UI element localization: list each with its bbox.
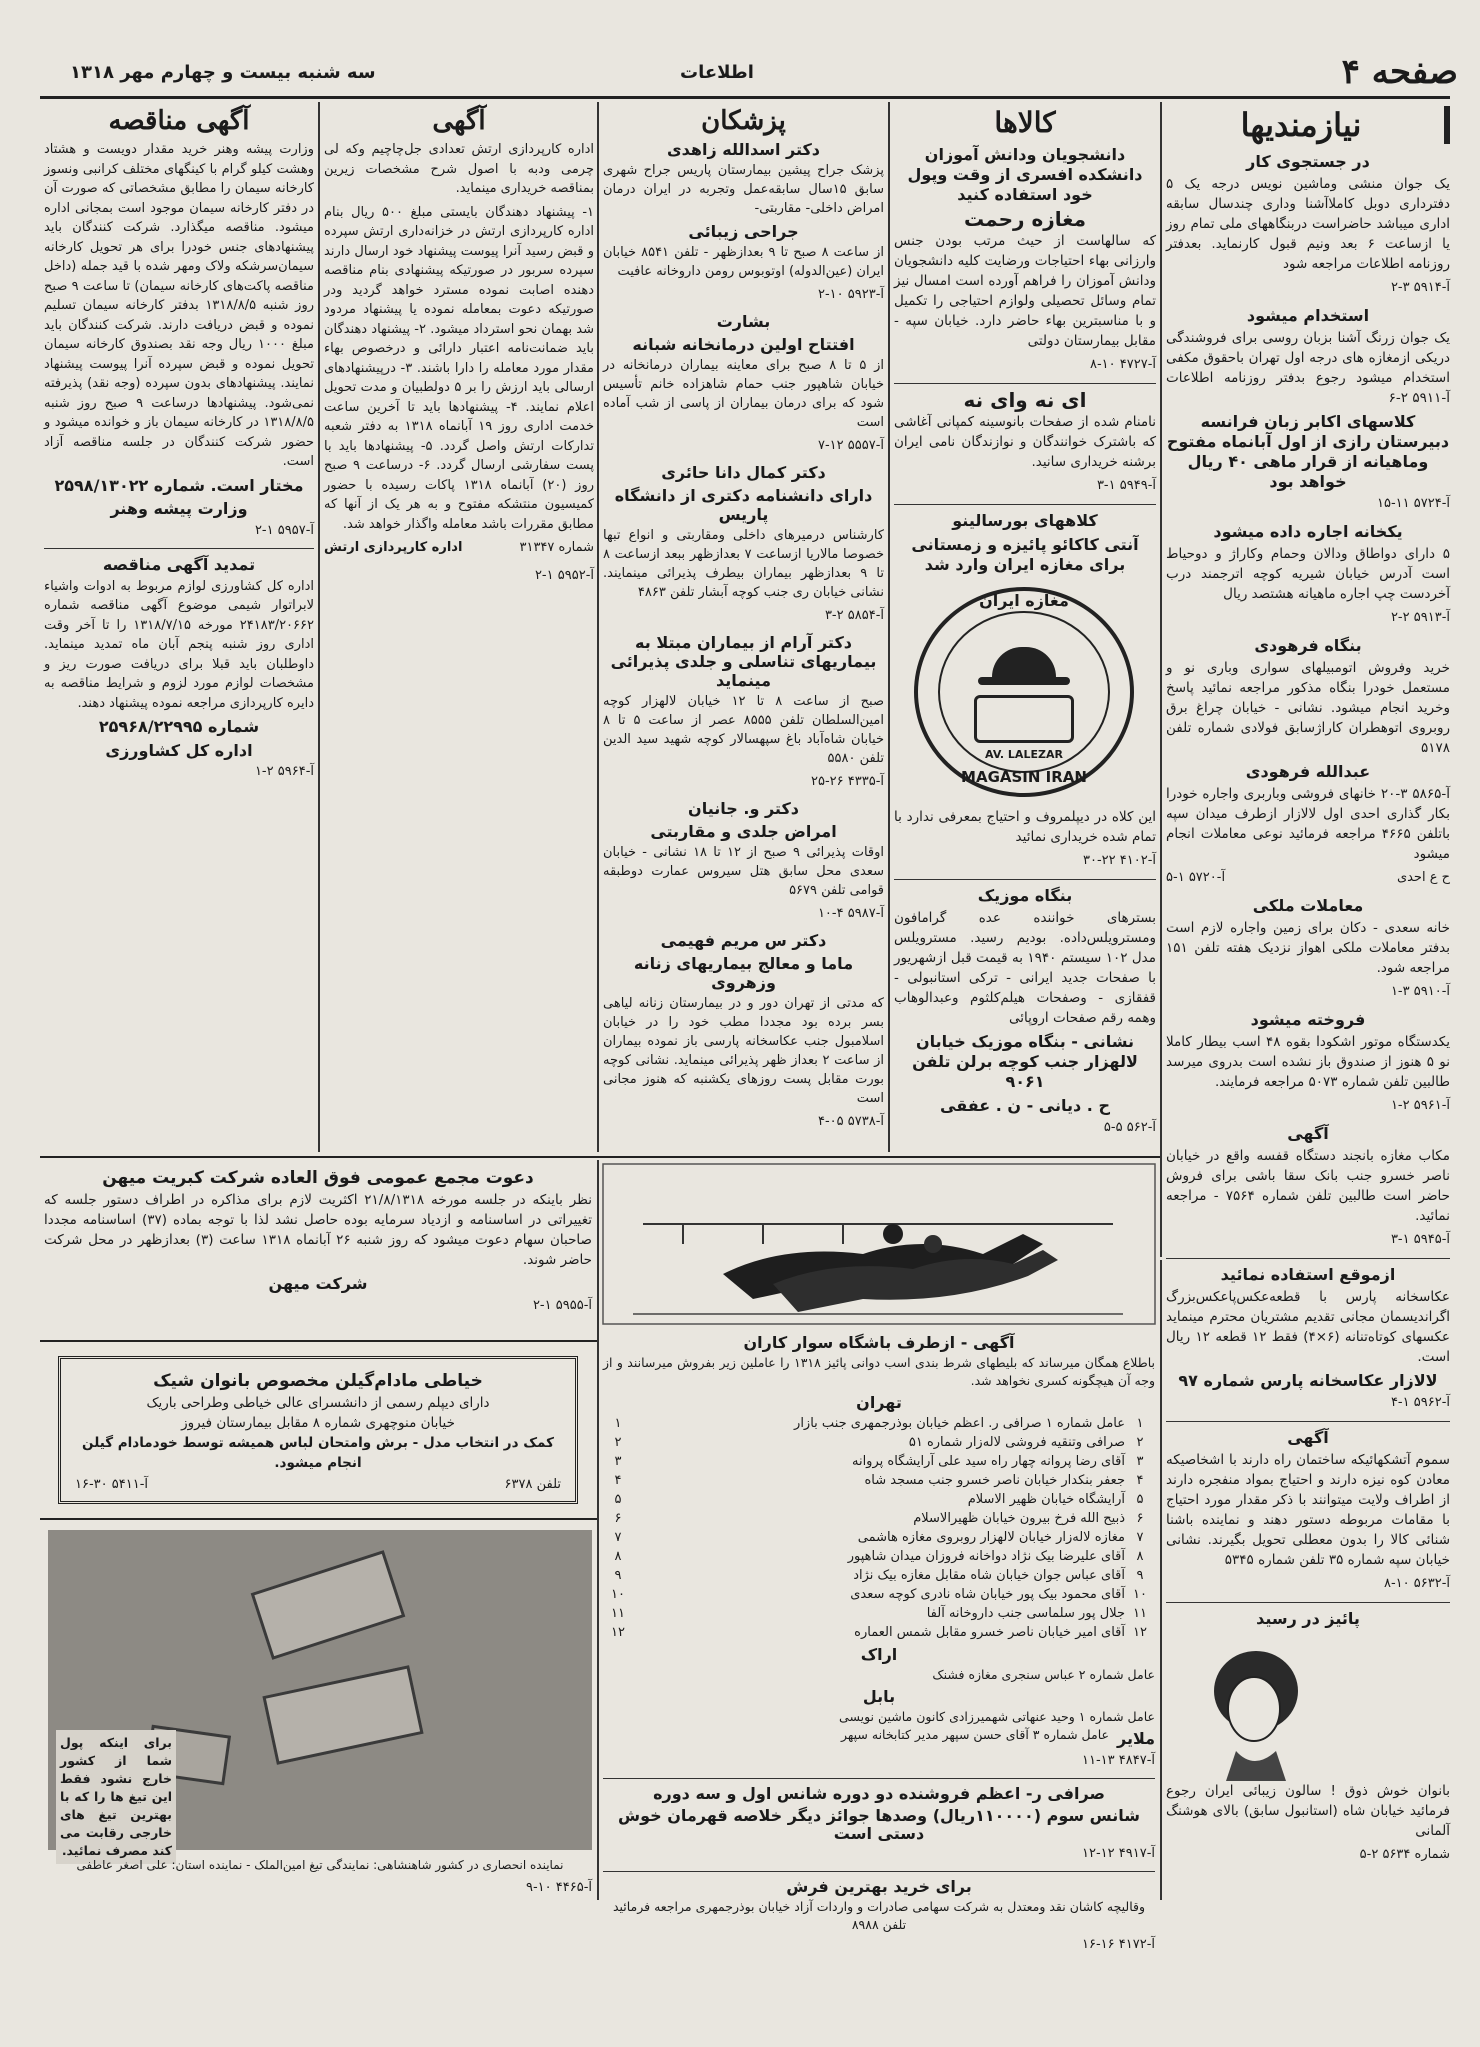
- army-notice-column: [324, 106, 594, 1151]
- agent-number: ۶: [614, 1511, 622, 1526]
- lottery-notice: [603, 1330, 1156, 1952]
- classes-heading: کلاسهای اکابر زبان فرانسه دبیرستان رازی از اول آبانماه مفتوح وماهیانه از قرار ماهی ۴۰ ریال خواهد بود: [1166, 412, 1450, 491]
- lottery-agent-row: [603, 1509, 1155, 1528]
- stamp-bottom-text: MAGASIN IRAN: [961, 768, 1087, 786]
- doctor5-spec: امراض جلدی و مقاربتی: [650, 822, 837, 841]
- lottery-agent-row: [603, 1604, 1155, 1623]
- extension-sig: اداره کل کشاورزی: [105, 740, 253, 760]
- agency2-heading: عبدالله فرهودی: [1245, 762, 1371, 781]
- sale-heading: فروخته میشود: [1250, 1010, 1366, 1029]
- tender-title: آگهی مناقصه: [108, 106, 250, 136]
- notice2-text: سموم آتشکهائیکه ساختمان راه دارند با اشخاصیکه معادن کوه نیزه دارند و احتیاج بمواد منفجره دارند از اطراف ولایت میتوانند با ذکر مقدار مورد احتیاج با مقامات مربوطه دستور دهند و نماینده باشنا شنائی کالا را بدون معطلی تحویل بگیرند. نشانی خیابان سپه شماره ۳۵ تلفن شماره ۵۳۴۵: [1166, 1452, 1450, 1568]
- seller-ref: آ-۴۹۱۷ ۱۲-۱۲: [1081, 1846, 1155, 1861]
- lottery-heading: آگهی - ازطرف باشگاه سوار کاران: [743, 1333, 1015, 1352]
- agent-number: ۱: [1136, 1416, 1144, 1431]
- doctor4-text: صبح از ساعت ۸ تا ۱۲ خیابان لالهزار کوچه امین‌السلطان تلفن ۸۵۵۵ عصر از ساعت ۵ تا ۸ خیابان شاه‌آباد باغ سپهسالار کوچه شهید سید الدین تلفن ۵۵۸۰: [603, 694, 885, 766]
- borsalino-sub: آنتی کاکائو پائیزه و زمستانی برای مغازه ایران وارد شد: [911, 535, 1139, 574]
- lottery-agent-row: [603, 1623, 1155, 1642]
- doctor4-name: دکتر آرام از بیماران مبتلا به بیماریهای تناسلی و جلدی پذیرائی مینماید: [610, 633, 877, 690]
- lottery-city-arak: اراک: [860, 1645, 898, 1664]
- salon-ref: شماره ۵۶۳۴ ۲-۵: [1359, 1847, 1450, 1862]
- agent-number: ۹: [1136, 1568, 1144, 1583]
- lottery-agent-row: [603, 1433, 1155, 1452]
- column-rule: [597, 102, 599, 1152]
- agent-name: ذبیح الله فرخ بیرون خیابان ظهیرالاسلام: [913, 1511, 1125, 1526]
- agent-number: ۱: [614, 1416, 622, 1431]
- rahmat-shop: مغازه رحمت: [964, 207, 1086, 231]
- tender-sig: وزارت پیشه وهنر: [110, 499, 248, 518]
- army-ref: آ-۵۹۵۲ ۱-۲: [534, 567, 594, 583]
- photo-ref: آ-۵۹۶۲ ۱-۴: [1390, 1395, 1450, 1410]
- lottery-agent-row: [603, 1414, 1155, 1433]
- tailor-line3: کمک در انتخاب مدل - برش وامتحان لباس همیشه توسط خودمادام گیلن انجام میشود.: [82, 1435, 554, 1471]
- agent-number: ۹: [614, 1568, 622, 1583]
- meeting-heading: دعوت مجمع عمومی فوق العاده شرکت کبریت میهن: [102, 1168, 534, 1188]
- music-address: نشانی - بنگاه موزیک خیابان لالهزار جنب کوچه برلن تلفن ۹۰۶۱: [912, 1032, 1138, 1091]
- doctor4-ref: آ-۴۳۳۵ ۲۶-۲۵: [810, 774, 884, 789]
- agent-number: ۲: [1136, 1435, 1144, 1450]
- hat-brim-icon: [978, 677, 1070, 685]
- doctor5-ref: آ-۵۹۸۷ ۴-۱۰: [817, 906, 884, 921]
- agent-number: ۴: [614, 1473, 622, 1488]
- meeting-ref: آ-۵۹۵۵ ۱-۲: [532, 1298, 592, 1313]
- seller-heading: صرافی ر- اعظم فروشنده دو دوره شانس اول و سه دوره: [653, 1784, 1105, 1803]
- tailor-line2: خیابان منوچهری شماره ۸ مقابل بیمارستان فیروز: [181, 1415, 455, 1431]
- tailor-line1: دارای دیپلم رسمی از دانشسرای عالی خیاطی وطراحی باریک: [146, 1395, 490, 1411]
- column-rule: [1160, 102, 1162, 1257]
- extension-ref: آ-۵۹۶۴ ۲-۱: [254, 764, 314, 779]
- agency2-ref2: آ-۵۷۲۰ ۱-۵: [1166, 870, 1226, 885]
- extension-text: اداره کل کشاورزی لوازم مربوط به ادوات واشیاء لابراتوار شیمی موضوع آگهی مناقصه شماره ۲۴۱۸۳/۲۰۶۶۲ مورخه ۱۳۱۸/۷/۱۵ را تا آخر وقت اداری روز شنبه پنجم آبان ماه تمدید مینماید. داوطلبان باید قبلا برای دریافت صورت ریز و مشخصات لوازم مورد لزوم و شرایط مناقصه به دایره کارپردازی مراجعه نموده پیشنهاد دهند.: [44, 578, 314, 711]
- music-ref: آ-۵۶۲ ۵-۵: [1103, 1120, 1156, 1135]
- tender-ref-num: مختار است. شماره ۲۵۹۸/۱۳۰۲۲: [54, 475, 304, 495]
- lottery-agent-list: [603, 1414, 1155, 1642]
- tailor-tel: تلفن ۶۳۷۸: [504, 1477, 561, 1492]
- seller-line: شانس سوم (۱۱۰۰۰۰ریال) وصدها جوائز دیگر خلاصه قهرمان خوش دستی است: [617, 1806, 1141, 1843]
- ai-heading: ای نه وای نه: [963, 388, 1087, 412]
- army-terms: ۱- پیشنهاد دهندگان بایستی مبلغ ۵۰۰ ریال بنام اداره کارپردازی ارتش در خزانه‌داری ارتش سپرده و قبض رسید آنرا پیوست پیشنهاد خود ارسال دارند سپرده سربور در صورتیکه پیشنهادی بنام مناقصه دهنده اصابت نموده مسترد خواهد گردید ودر صورتیکه دعوت بمعامله نموده یا پیشنهاد مردود شد بهمان نحو استرداد میشود. ۲- پیشنهاد دهندگان باید ضمانت‌نامه اعتبار دارائی و درخصوص بهاء مقدار مورد معامله را دارا باشند. ۳- درپیشنهادهای ارسالی باید ارزش را بر ۵ دولطبیان و مدت تحویل اعلام نمایند. ۴- پیشنهادها باید تا آخرین ساعت خدمت اداری روز ۱۹ آبانماه ۱۳۱۸ به دفتر شعبه تدارکات ارتش واصل گردد. ۵- پیشنهادها باید با پست سفارشی ارسال گردد. ۶- درساعت ۹ صبح روز (۲۰) آبانماه ۱۳۱۸ پاکات رسیده با حضور کمیسیون منتشکه مفتوح و به هر یک از آنها که مطابق مقررات باشد معامله واگذار خواهد شد.: [324, 204, 595, 532]
- lottery-ref: آ-۴۸۴۷ ۱۳-۱۱: [1081, 1753, 1155, 1768]
- notice2-ref: آ-۵۶۳۲ ۱۰-۸: [1383, 1576, 1450, 1591]
- razor-photo: [48, 1530, 592, 1858]
- realestate-ref: آ-۵۹۱۰ ۳-۱: [1390, 984, 1450, 999]
- agent-number: ۸: [614, 1549, 622, 1564]
- job-heading: در جستجوی کار: [1246, 152, 1370, 171]
- agent-name: آقای رضا پروانه چهار راه سید علی آرایشگاه پروانه: [851, 1454, 1125, 1469]
- lottery-agent-row: [603, 1585, 1155, 1604]
- doctor6-spec: ماما و معالج بیماریهای زنانه وزهروی: [633, 954, 854, 992]
- sale-ref: آ-۵۹۶۱ ۲-۱: [1390, 1098, 1450, 1113]
- agent-number: ۱۱: [611, 1606, 625, 1621]
- shoe-icon: [974, 695, 1074, 743]
- goods-title: کالاها: [994, 106, 1056, 139]
- agent-number: ۸: [1136, 1549, 1144, 1564]
- doctor2-heading: افتتاح اولین درمانخانه شبانه: [632, 335, 855, 354]
- razor-blade-icon: [262, 1665, 423, 1765]
- extension-heading: تمدید آگهی مناقصه: [102, 555, 256, 574]
- agent-number: ۴: [1136, 1473, 1144, 1488]
- lottery-city-babol: بابل: [862, 1687, 896, 1706]
- agent-name: جعفر بنکدار خیابان ناصر خسرو جنب مسجد شاه: [864, 1473, 1125, 1488]
- agent-number: ۱۲: [1133, 1625, 1147, 1640]
- hire-text: یک جوان زرنگ آشنا بزبان روسی برای فروشندگی دریکی ازمغازه های درجه اول تهران باحقوق مکفی استخدام میشود رجوع بدفتر روزنامه اطلاعات آ-۵۹۱۱ ۲-۶: [1166, 330, 1450, 406]
- lottery-agent-row: [603, 1452, 1155, 1471]
- agent-number: ۷: [614, 1530, 622, 1545]
- meeting-text: نظر باینکه در جلسه مورخه ۲۱/۸/۱۳۱۸ اکثریت لازم برای مذاکره در اطراف دستور جلسه که تغییراتی در اساسنامه و ازدیاد سرمایه بوده حاصل نشد لذا با توجه بماده (۳۷) اساسنامه مجددا صاحبان سهام دعوت میشود که روز شنبه ۲۶ آبانماه ۱۳۱۸ ساعت (۳) بعدازظهر در محل شرکت حاضر شوند.: [44, 1192, 593, 1268]
- photo-heading: ازموقع استفاده نمائید: [1220, 1265, 1396, 1284]
- doctor5-name: دکتر و. جانیان: [688, 799, 799, 818]
- column-rule: [1160, 1260, 1162, 1900]
- photo-text: عکاسخانه پارس با قطعه‌عکس‌پاعکس‌بزرگ اگراندیسمان مجانی تقدیم مشتریان محترم مینماید عکسهای کوتاه‌تنانه (۶×۴) فقط ۱۲ قطعه ۱۲ ریال است.: [1166, 1289, 1450, 1365]
- lottery-agent-row: [603, 1566, 1155, 1585]
- agent-number: ۱۱: [1133, 1606, 1147, 1621]
- razor-ref: آ-۴۴۶۵ ۱۰-۹: [525, 1880, 592, 1895]
- tender-column: [44, 106, 314, 1151]
- column-rule: [318, 102, 320, 1152]
- agent-number: ۵: [1136, 1492, 1144, 1507]
- carpet-text: وقالیچه کاشان نقد ومعتدل به شرکت سهامی صادرات و واردات آزاد خیابان بوذرجمهری مراجعه فرمائید تلفن ۸۹۸۸: [612, 1899, 1146, 1932]
- doctor6-ref: آ-۵۷۳۸ ۰۵-۴: [817, 1114, 884, 1129]
- doctor5-text: اوقات پذیرائی ۹ صبح از ۱۲ تا ۱۸ نشانی - خیابان سعدی محل سابق هتل سیروس عمارت دوطبقه قوامی تلفن ۵۶۷۹: [603, 845, 885, 898]
- stamp-small-text: AV. LALEZAR: [985, 748, 1063, 761]
- agent-name: آقای عباس جوان خیابان شاه مقابل مغازه بیک نژاد: [853, 1568, 1125, 1583]
- hire-heading: استخدام میشود: [1246, 306, 1370, 325]
- classifieds-title: نیازمندیها: [1166, 106, 1450, 144]
- razor-agent: نماینده انحصاری در کشور شاهنشاهی: نمایندگی تیغ امین‌الملک - نماینده استان: علی اصغر عاطفی: [76, 1858, 564, 1872]
- agent-name: آقای امیر خیابان ناصر خسرو مقابل شمس العماره: [854, 1625, 1125, 1640]
- agent-number: ۵: [614, 1492, 622, 1507]
- doctor2-ref: آ-۵۵۵۷ ۱۲-۷: [817, 438, 884, 453]
- column-rule: [597, 1160, 599, 1900]
- issue-date: سه شنبه بیست و چهارم مهر ۱۳۱۸: [70, 62, 376, 83]
- notice2-heading: آگهی: [1287, 1428, 1329, 1447]
- classifieds-column: [1166, 106, 1450, 1896]
- doctor1-address: از ساعت ۸ صبح تا ۹ بعدازظهر - تلفن ۸۵۴۱ خیابان ایران (عین‌الدوله) اوتوبوس رومن داروخانه عافیت: [603, 245, 884, 279]
- agent-number: ۷: [1136, 1530, 1144, 1545]
- razor-blade-icon: [251, 1550, 406, 1660]
- doctor1-ref: آ-۵۹۲۳ ۱۰-۲: [817, 287, 884, 302]
- autumn-heading: پائیز در رسید: [1256, 1609, 1360, 1628]
- tailor-ad: [58, 1356, 578, 1504]
- army-notice-title: آگهی: [432, 106, 486, 136]
- job-text: یک جوان منشی وماشین نویس درجه یک ۵ دفترداری دوبل کاملاآشنا وداری چندسال سابقه اداری میباشد حاضراست دربنگاههای ملی تمام روز یا ازساعت ۶ بعد ونیم قبول کارنماید. بعدفتر روزنامه اطلاعات مراجعه شود: [1166, 176, 1450, 272]
- tender-ref: آ-۵۹۵۷ ۱-۲: [254, 522, 314, 538]
- lottery-agent-malayer: عامل شماره ۳ آقای حسن سپهر مدیر کتابخانه سپهر: [840, 1727, 1109, 1742]
- army-sig: اداره کارپردازی ارتش: [324, 540, 463, 555]
- rent-heading: یکخانه اجاره داده میشود: [1213, 522, 1403, 541]
- woman-portrait: [1166, 1631, 1450, 1781]
- agent-name: صرافی وتنقیه فروشی لاله‌زار شماره ۵۱: [908, 1435, 1125, 1450]
- ai-ref: آ-۵۹۴۹ ۱-۳: [1096, 478, 1156, 493]
- doctor3-text: کارشناس درمیرهای داخلی ومقاربتی و انواع تبها خصوصا مالاریا ازساعت ۷ بعدازظهر ببعد ازساعت ۸ تا ۹ بعدازظهر بیماران بیطرف پذیرائی مینمایند. نشانی خیابان ری جنب کوچه آبشار تلفن ۴۸۶۳: [603, 528, 885, 600]
- agent-number: ۳: [614, 1454, 622, 1469]
- doctor3-ref: آ-۵۸۵۴ ۲-۳: [824, 608, 884, 623]
- agent-name: آرایشگاه خیابان ظهیر الاسلام: [967, 1492, 1125, 1507]
- army-ref-num: شماره ۳۱۳۴۷: [519, 540, 594, 555]
- agent-number: ۲: [614, 1435, 622, 1450]
- razor-ad: [48, 1530, 592, 1900]
- music-heading: بنگاه موزیک: [977, 886, 1073, 905]
- doctor1-text: پزشک جراح پیشین بیمارستان پاریس جراح شهری سابق ۱۵سال سابقه‌عمل وتجربه در ایران درمان امراض داخلی- مقاربتی-: [603, 163, 884, 216]
- job-ref: آ-۵۹۱۴ ۳-۲: [1390, 280, 1450, 295]
- section-rule: [40, 1518, 597, 1520]
- classes-ref: آ-۵۷۲۴ ۱۱-۱۵: [1376, 496, 1450, 511]
- lottery-agent-arak: عامل شماره ۲ عباس سنجری مغازه فشنک: [932, 1667, 1155, 1682]
- doctor3-name: دکتر کمال دانا حائری: [661, 463, 826, 482]
- extension-num: شماره ۲۵۹۶۸/۲۲۹۹۵: [98, 717, 260, 736]
- agent-name: آقای علیرضا بیک نژاد دواخانه فروزان میدان شاهپور: [847, 1549, 1125, 1564]
- header-rule: [40, 96, 1450, 99]
- rent-ref: آ-۵۹۱۳ ۲-۲: [1390, 610, 1450, 625]
- section-rule: [40, 1156, 1160, 1158]
- carpet-heading: برای خرید بهترین فرش: [786, 1877, 972, 1896]
- agent-number: ۱۰: [611, 1587, 625, 1602]
- rahmat-ref: آ-۴۷۲۷ ۱۰-۸: [1089, 357, 1156, 372]
- lottery-city-tehran: تهران: [856, 1393, 902, 1412]
- salon-text: بانوان خوش ذوق ! سالون زیبائی ایران رجوع فرمائید خیابان شاه (استانبول سابق) بالای هوشنگ آلمانی: [1166, 1783, 1450, 1839]
- agent-number: ۱۰: [1133, 1587, 1147, 1602]
- carpet-ref: آ-۴۱۷۲ ۱۶-۱۶: [1081, 1937, 1155, 1952]
- doctor6-name: دکتر س مریم فهیمی: [660, 931, 827, 950]
- horse-racing-illustration: [603, 1164, 1155, 1324]
- good-news: بشارت: [716, 312, 771, 331]
- agent-number: ۳: [1136, 1454, 1144, 1469]
- doctor1-name: دکتر اسدالله زاهدی: [666, 140, 821, 159]
- notice1-ref: آ-۵۹۴۵ ۱-۳: [1390, 1232, 1450, 1247]
- rahmat-text: که سالهاست از حیث مرتب بودن جنس وارزانی بهاء احتیاجات ورضایت کلیه دانشجویان ودانش آموزان را فراهم آورده است امسال نیز تمام وسائل تحصیلی ولوازم احتیاجی را تکمیل و با مناسبترین بهاء حاضر دارد. خیابان سپه - مقابل بیمارستان دولتی: [894, 233, 1156, 349]
- agency2-text: آ-۵۸۶۵ ۳-۲۰ خانهای فروشی وباربری واجاره خودرا بکار گذاری احدی اول لالازار ازطرف میدان سپه باتلفن ۴۶۶۵ مراجعه فرمائید نوعی معاملات انجام میشود: [1166, 786, 1451, 862]
- magasin-iran-stamp: [894, 577, 1156, 807]
- agent-name: آقای محمود بیک پور خیابان شاه نادری کوچه سعدی: [850, 1587, 1125, 1602]
- lottery-agent-row: [603, 1471, 1155, 1490]
- doctor1-spec: جراحی زیبائی: [688, 222, 799, 241]
- tender-text: وزارت پیشه وهنر خرید مقدار دویست و هشتاد وهشت کیلو گرام با کینگهای مختلف کرانبی ونسوز کارخانه سیمان را مطابق مشخصاتی که صورت آن در دفتر کارخانه سیمان موجود است بمجانی اداره میشود. مناقصه میگذارد. شرکت کنندگان باید پیشنهادهای جنس خودرا برای هر تحویل کارخانه سیمان‌سرشکه ولاک ومهر شده با قید جمله (داخل مناقصه پاکت‌های کارخانه سیمان) تا ساعت ۹ صبح روز شنبه ۱۳۱۸/۸/۵ بدفتر کارخانه سیمان تسلیم نموده و قبض دریافت دارند. شرکت کنندگان باید مبلغ ۱۰۰۰ ریال وجه نقد بصندوق کارخانه سیمان تحویل نموده و قبض سپرده آنرا پیوست پیشنهاد نمایند. پیشنهادهای بدون سپرده (وجه نقد) پذیرفته نمی‌شود. پیشنهادها درساعت ۹ صبح روز شنبه ۱۳۱۸/۸/۵ در کارخانه سیمان باز و خوانده میشود و حضور شرکت کنندگان در جلسه مناقصه آزاد است.: [44, 142, 314, 469]
- doctor3-title: دارای دانشنامه دکتری از دانشگاه پاریس: [614, 486, 873, 524]
- army-intro: اداره کارپردازی ارتش تعدادی جل‌چاچیم وکه لی چرمی ودبه با اصول شرح مشخصات زیرین بمناقصه خریداری مینماید.: [324, 142, 594, 196]
- music-sig: ح . دیانی - ن . عفقی: [940, 1096, 1110, 1115]
- page-number: صفحه ۴: [1341, 52, 1458, 92]
- hat-ref: آ-۴۱۰۲ ۲۲-۳۰: [1082, 853, 1156, 868]
- hat-text: این کلاه در دیپلمروف و احتیاج بمعرفی ندارد با تمام شده خریداری نمائید: [894, 809, 1156, 845]
- lottery-agent-babol: عامل شماره ۱ وحید عنهاتی شهمیرزادی کانون ماشین نویسی: [839, 1709, 1155, 1724]
- notice1-heading: آگهی: [1287, 1124, 1329, 1143]
- lottery-agent-row: [603, 1528, 1155, 1547]
- column-rule: [888, 102, 890, 1152]
- agency2-ref: ح ع احدی: [1396, 870, 1450, 885]
- goods-column: [894, 106, 1156, 1151]
- stamp-top-text: مغازه ایران: [979, 591, 1069, 610]
- section-rule: [40, 1340, 597, 1342]
- paper-name: اطلاعات: [680, 62, 754, 83]
- ai-text: نامنام شده از صفحات بانوسینه کمپانی آغاشی که باشترک خوانندگان و نوازندگان نامی ایران برشنه خریداری سانید.: [894, 414, 1156, 470]
- meeting-sig: شرکت میهن: [268, 1274, 368, 1293]
- doctors-column: [603, 106, 884, 1151]
- agent-name: مغازه لاله‌زار خیابان لالهزار روبروی مغازه هاشمی: [857, 1530, 1125, 1545]
- doctors-title: پزشکان: [701, 106, 786, 136]
- music-text: بسترهای خواننده عده گرامافون ومسترویلس‌داده. بودیم رسید. مسترویلس مدل ۱۰۲ سیستم ۱۹۴۰ به قیمت قبل ازشهریور با صفحات جدید ایرانی - ترکی استانبولی - قفقازی - وصفحات هیلم‌کلثوم وعبدالوهاب وهمه رقم صفحات اروپائی: [894, 910, 1156, 1026]
- sale-text: یکدستگاه موتور اشکودا بقوه ۴۸ اسب بیطار کاملا نو ۵ هنوز از صندوق باز نشده است بدروی میرسد طالبین تلفن شماره ۵۰۷۳ مراجعه فرمایند.: [1166, 1034, 1451, 1090]
- borsalino-heading: کلاههای بورسالینو: [952, 511, 1098, 530]
- rahmat-heading: دانشجویان ودانش آموزان دانشکده افسری از وقت وپول خود استفاده کنید: [907, 145, 1143, 204]
- rent-text: ۵ دارای دواطاق ودالان وحمام وکاراژ و دوحیاط است آدرس خیابان شیریه کوچه اترجمند درب آخردست چپ اجاره ماهیانه هشتصد ریال: [1166, 546, 1450, 602]
- notice1-text: مکاب مغازه بانجند دستگاه قفسه واقع در خیابان ناصر خسرو جنب بانک سقا باشی برای فروش حاضر است طالبین تلفن شماره ۷۵۶۴ - مراجعه نمائید.: [1166, 1148, 1450, 1224]
- lottery-text: باطلاع همگان میرساند که بلیطهای شرط بندی اسب دوانی پائیز ۱۳۱۸ را عاملین زیر بفروش میرسانند و از وجه آن هیچگونه کسری نخواهد شد.: [603, 1355, 1156, 1388]
- doctor6-text: که مدتی از تهران دور و در بیمارستان زنانه لیاهی بسر برده بود مجددا مطب خود را در خیابان اسلامبول جنب عکاسخانه پارسی باز نموده بیماران از ساعت ۲ بعداز ظهر پذیرائی مینماید. نشانی کوچه بورت مقابل پست روزهای یکشنبه که هنوز مجانی است: [603, 996, 884, 1106]
- tailor-ref: آ-۵۴۱۱ ۳۰-۱۶: [75, 1477, 149, 1492]
- lottery-city-malayer: ملایر: [1116, 1729, 1155, 1748]
- meeting-notice: [44, 1164, 592, 1334]
- realestate-heading: معاملات ملکی: [1252, 896, 1364, 915]
- lottery-agent-row: [603, 1490, 1155, 1509]
- tailor-heading: خیاطی مادام‌گیلن مخصوص بانوان شیک: [153, 1371, 483, 1391]
- realestate-text: خانه سعدی - دکان برای زمین واجاره لازم است بدفتر معاملات ملکی اهواز نزدیک هفته تلفن ۱۵۱ مراجعه شود.: [1166, 920, 1450, 976]
- razor-text: برای اینکه پول شما از کشور خارج نشود فقط این تیغ ها را که با بهترین تیغ های خارجی رقابت می کند مصرف نمائید.: [56, 1730, 176, 1864]
- agent-name: جلال پور سلماسی جنب داروخانه آلفا: [926, 1606, 1125, 1621]
- agent-name: عامل شماره ۱ صرافی ر. اعظم خیابان بوذرجمهری جنب بازار: [794, 1416, 1125, 1431]
- agency1-text: خرید وفروش اتومبیلهای سواری وباری نو و مستعمل خودرا بنگاه مذکور مراجعه نمائید پاسخ وخرید انجام میشود. نشانی - خیابان چراغ برق روبروی اتوهطران کاراژسابق فولادی شماره تلفن ۵۱۷۸: [1166, 660, 1450, 756]
- doctor2-text: از ۵ تا ۸ صبح برای معاینه بیماران درمانخانه در خیابان شاهپور جنب حمام شاهزاده خانم تأسیس شود که برای درمان بیماران از پاسی از شب آماده است: [603, 358, 884, 430]
- lottery-agent-row: [603, 1547, 1155, 1566]
- photo-address: لالازار عکاسخانه پارس شماره ۹۷: [1178, 1371, 1438, 1390]
- agent-number: ۱۲: [611, 1625, 625, 1640]
- agency1-heading: بنگاه فرهودی: [1254, 636, 1362, 655]
- agent-number: ۶: [1136, 1511, 1144, 1526]
